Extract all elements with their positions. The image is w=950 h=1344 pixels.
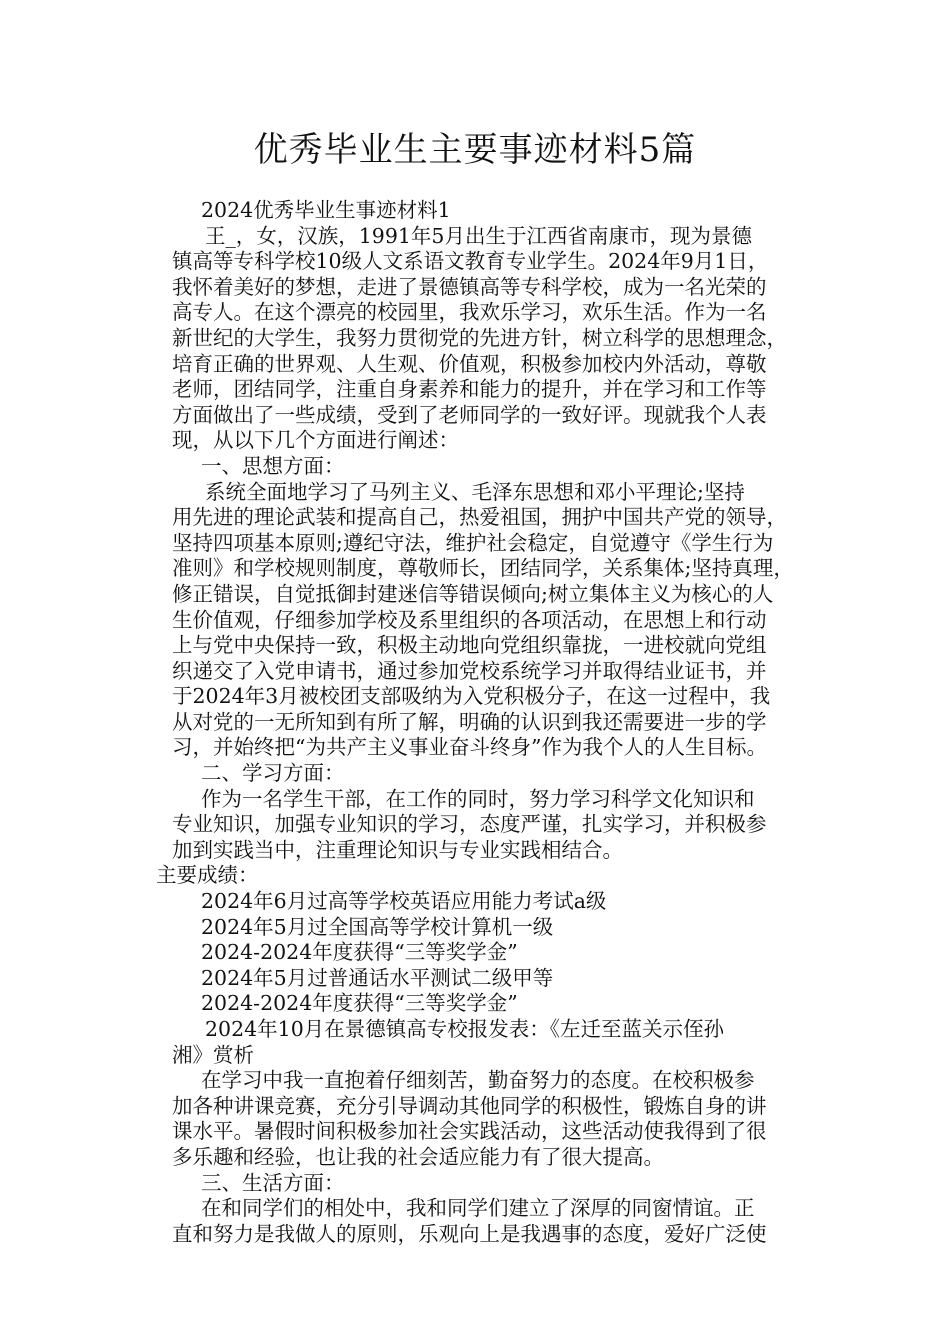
paragraph-line: 作为一名学生干部，在工作的同时，努力学习科学文化知识和 [201,786,755,811]
paragraph-line: 修正错误，自觉抵御封建迷信等错误倾向;树立集体主义为核心的人 [172,581,774,606]
paragraph-line: 镇高等专科学校10级人文系语文教育专业学生。2024年9月1日， [172,249,769,274]
paragraph-line: 培育正确的世界观、人生观、价值观，积极参加校内外活动，尊敬 [172,351,767,376]
paragraph-line: 老师，团结同学，注重自身素养和能力的提升，并在学习和工作等 [172,377,767,402]
paragraph-line: 王_，女，汉族，1991年5月出生于江西省南康市，现为景德 [205,223,752,248]
paragraph-line: 方面做出了一些成绩，受到了老师同学的一致好评。现就我个人表 [172,402,767,427]
achievements-heading: 主要成绩： [156,863,259,888]
paragraph-line: 用先进的理论武装和提高自己，热爱祖国，拥护中国共产党的领导， [172,505,787,530]
document-body [156,198,812,1247]
paragraph-line: 从对党的一无所知到有所了解，明确的认识到我还需要进一步的学 [172,709,767,734]
section-heading: 一、思想方面： [201,453,345,478]
paragraph-line: 系统全面地学习了马列主义、毛泽东思想和邓小平理论;坚持 [205,479,745,504]
paragraph-line: 生价值观，仔细参加学校及系里组织的各项活动，在思想上和行动 [172,607,767,632]
paragraph-line: 习，并始终把“为共产主义事业奋斗终身”作为我个人的人生目标。 [172,735,767,760]
achievement-item: 2024年6月过高等学校英语应用能力考试a级 [201,889,607,914]
section-heading: 2024优秀毕业生事迹材料1 [201,198,451,222]
achievement-item: 2024年5月过普通话水平测试二级甲等 [201,965,554,990]
section-heading: 二、学习方面： [201,761,345,786]
paragraph-line: 课水平。暑假时间积极参加社会实践活动，这些活动使我得到了很 [172,1119,767,1144]
paragraph-line: 直和努力是我做人的原则，乐观向上是我遇事的态度，爱好广泛使 [172,1221,767,1246]
achievement-item: 2024-2024年度获得“三等奖学金” [201,991,518,1016]
paragraph-line: 坚持四项基本原则;遵纪守法，维护社会稳定，自觉遵守《学生行为 [172,530,774,555]
paragraph-line: 上与党中央保持一致，积极主动地向党组织靠拢，一进校就向党组 [172,633,767,658]
paragraph-line: 新世纪的大学生，我努力贯彻党的先进方针，树立科学的思想理念， [172,325,787,350]
paragraph-line: 多乐趣和经验，也让我的社会适应能力有了很大提高。 [172,1144,664,1169]
achievement-item: 2024-2024年度获得“三等奖学金” [201,940,518,965]
paragraph-line: 于2024年3月被校团支部吸纳为入党积极分子，在这一过程中，我 [172,684,771,709]
achievement-item: 2024年5月过全国高等学校计算机一级 [201,914,554,939]
paragraph-line: 加各种讲课竞赛，充分引导调动其他同学的积极性，锻炼自身的讲 [172,1093,767,1118]
paragraph-line: 在和同学们的相处中，我和同学们建立了深厚的同窗情谊。正 [201,1196,755,1221]
paragraph-line: 加到实践当中，注重理论知识与专业实践相结合。 [172,837,623,862]
paragraph-line: 专业知识，加强专业知识的学习，态度严谨，扎实学习，并积极参 [172,812,767,837]
achievement-item: 2024年10月在景德镇高专校报发表：《左迁至蓝关示侄孙 [205,1017,725,1041]
paragraph-line: 在学习中我一直抱着仔细刻苦，勤奋努力的态度。在校积极参 [201,1068,755,1093]
paragraph-line: 现，从以下几个方面进行阐述： [172,428,459,453]
paragraph-line: 准则》和学校规则制度，尊敬师长，团结同学，关系集体;坚持真理， [172,556,794,581]
paragraph-line: 织递交了入党申请书，通过参加党校系统学习并取得结业证书，并 [172,658,767,683]
achievement-item: 湘》赏析 [172,1042,254,1067]
paragraph-line: 我怀着美好的梦想，走进了景德镇高等专科学校，成为一名光荣的 [172,274,767,299]
document-title: 优秀毕业生主要事迹材料5篇 [253,130,697,170]
paragraph-line: 高专人。在这个漂亮的校园里，我欢乐学习，欢乐生活。作为一名 [172,300,767,325]
section-heading: 三、生活方面： [201,1170,345,1195]
